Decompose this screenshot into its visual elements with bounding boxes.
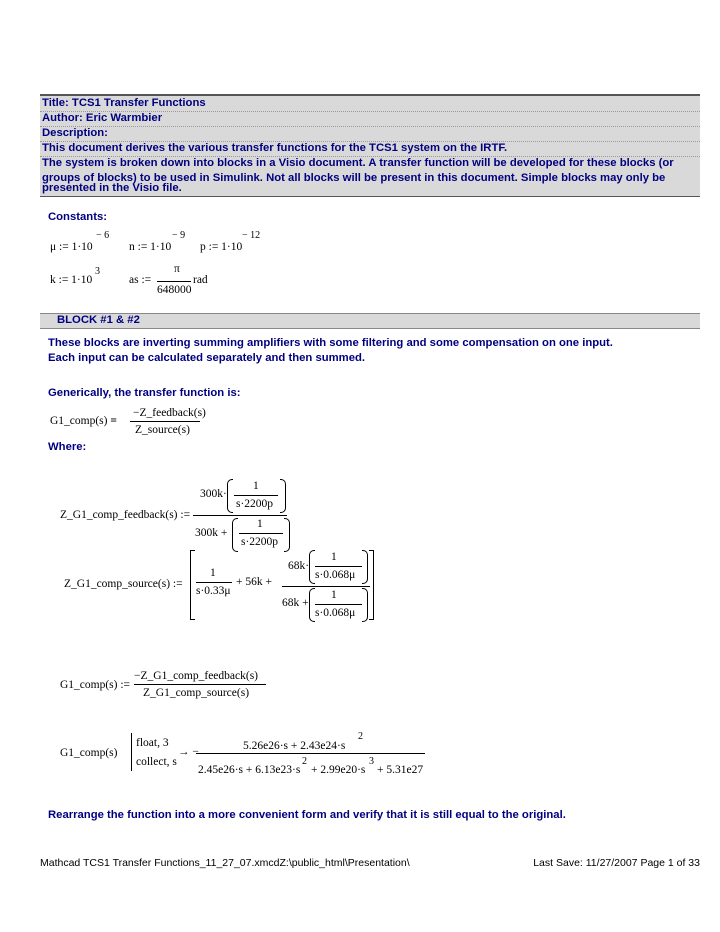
left-paren (232, 518, 238, 552)
eq-g1-numerator: −Z_G1_comp_feedback(s) (134, 670, 258, 682)
document-header (40, 94, 700, 197)
fraction-bar (134, 684, 266, 685)
right-paren (362, 588, 368, 622)
right-paren (280, 479, 286, 513)
fraction-bar (234, 495, 278, 496)
fraction-bar (193, 515, 287, 516)
eval-numerator: 5.26e26·s + 2.43e24·s (243, 740, 346, 752)
eval-denominator-a: 2.45e26·s + 6.13e23·s (198, 764, 301, 776)
eq-g1-lhs: G1_comp(s) := (60, 679, 131, 691)
eq-feedback-lhs: Z_G1_comp_feedback(s) := (60, 509, 191, 521)
eval-denominator-c: + 5.31e27 (377, 764, 424, 776)
constant-as-denominator: 648000 (157, 284, 192, 296)
eq-feedback-inner-num: 1 (257, 518, 263, 530)
right-bracket (369, 550, 374, 620)
eq-g1-denominator: Z_G1_comp_source(s) (143, 687, 250, 699)
doc-description-line: presented in the Visio file. (42, 182, 182, 194)
block-description: Each input can be calculated separately and then summed. (48, 352, 366, 364)
fraction-bar (282, 586, 370, 587)
eq-feedback-inner-den: s·2200p (241, 536, 279, 548)
constant-mu: μ := 1·10 (50, 241, 93, 253)
eval-numerator-exponent: 2 (358, 731, 363, 742)
eval-keyword-collect: collect, s (136, 756, 177, 768)
eq-feedback-den-term: 300k + (195, 527, 228, 539)
eq-generic-lhs: G1_comp(s) = (50, 415, 117, 427)
block-title: BLOCK #1 & #2 (57, 314, 140, 326)
eq-feedback-inner-den: s·2200p (236, 498, 274, 510)
eq-source-den-term: 68k + (282, 597, 309, 609)
eval-keyword-bar (131, 733, 132, 771)
left-paren (227, 479, 233, 513)
constant-as-unit: rad (193, 274, 208, 286)
constant-k: k := 1·10 (50, 274, 93, 286)
right-paren (362, 550, 368, 584)
header-divider (40, 126, 700, 127)
doc-description-line: The system is broken down into blocks in a Visio document. A transfer function will be developed for these blocks (or (42, 157, 674, 169)
eq-source-plus: + 56k + (236, 576, 272, 588)
eval-denominator-exponent: 3 (369, 756, 374, 767)
constant-as-numerator: π (174, 263, 180, 275)
left-bracket (190, 550, 195, 620)
eq-eval-lhs: G1_comp(s) (60, 747, 118, 759)
fraction-bar (196, 753, 425, 754)
footer-page-info: Last Save: 11/27/2007 Page 1 of 33 (533, 857, 700, 869)
fraction-bar (130, 421, 200, 422)
eq-source-lhs: Z_G1_comp_source(s) := (64, 578, 183, 590)
constant-n: n := 1·10 (129, 241, 172, 253)
fraction-bar (315, 566, 362, 567)
eq-source-inner-den: s·0.068μ (315, 607, 356, 619)
generic-label: Generically, the transfer function is: (48, 387, 241, 399)
doc-author: Author: Eric Warmbier (42, 112, 163, 124)
constant-p-exponent: − 12 (242, 230, 261, 241)
fraction-bar (315, 604, 362, 605)
doc-description-label: Description: (42, 127, 108, 139)
eq-source-t1-den: s·0.33μ (196, 585, 231, 597)
doc-title: Title: TCS1 Transfer Functions (42, 97, 206, 109)
eq-source-num-term: 68k· (288, 560, 310, 572)
block-section-bar (40, 313, 700, 329)
eq-source-inner-den: s·0.068μ (315, 569, 356, 581)
footer-file-path: Mathcad TCS1 Transfer Functions_11_27_07.xmcdZ:\public_html\Presentation\ (40, 857, 410, 869)
fraction-bar (196, 582, 232, 583)
eval-denominator-exponent: 2 (302, 756, 307, 767)
constants-label: Constants: (48, 211, 107, 223)
eq-source-t1-num: 1 (210, 567, 216, 579)
block-description: These blocks are inverting summing amplifiers with some filtering and some compensation on one input. (48, 337, 613, 349)
eq-source-inner-num: 1 (331, 589, 337, 601)
eq-generic-numerator: −Z_feedback(s) (133, 407, 206, 419)
fraction-bar (239, 533, 283, 534)
fraction-bar (157, 281, 191, 282)
eq-feedback-num-term: 300k· (200, 488, 227, 500)
constant-as-lhs: as := (129, 274, 152, 286)
eq-feedback-inner-num: 1 (253, 480, 259, 492)
eval-denominator-b: + 2.99e20·s (311, 764, 366, 776)
eq-source-inner-num: 1 (331, 551, 337, 563)
doc-description-line: This document derives the various transfer functions for the TCS1 system on the IRTF. (42, 142, 508, 154)
where-label: Where: (48, 441, 87, 453)
right-paren (284, 518, 290, 552)
constant-mu-exponent: − 6 (96, 230, 110, 241)
constant-n-exponent: − 9 (172, 230, 186, 241)
doc-description-line: groups of blocks) to be used in Simulink. Not all blocks will be present in this document. Simple blocks may only be (42, 172, 666, 184)
eval-arrow: → − (178, 746, 199, 758)
constant-p: p := 1·10 (200, 241, 243, 253)
eq-generic-denominator: Z_source(s) (135, 424, 190, 436)
rearrange-note: Rearrange the function into a more convenient form and verify that it is still equal to the original. (48, 809, 566, 821)
constant-k-exponent: 3 (95, 266, 100, 277)
eval-keyword-float: float, 3 (136, 737, 169, 749)
